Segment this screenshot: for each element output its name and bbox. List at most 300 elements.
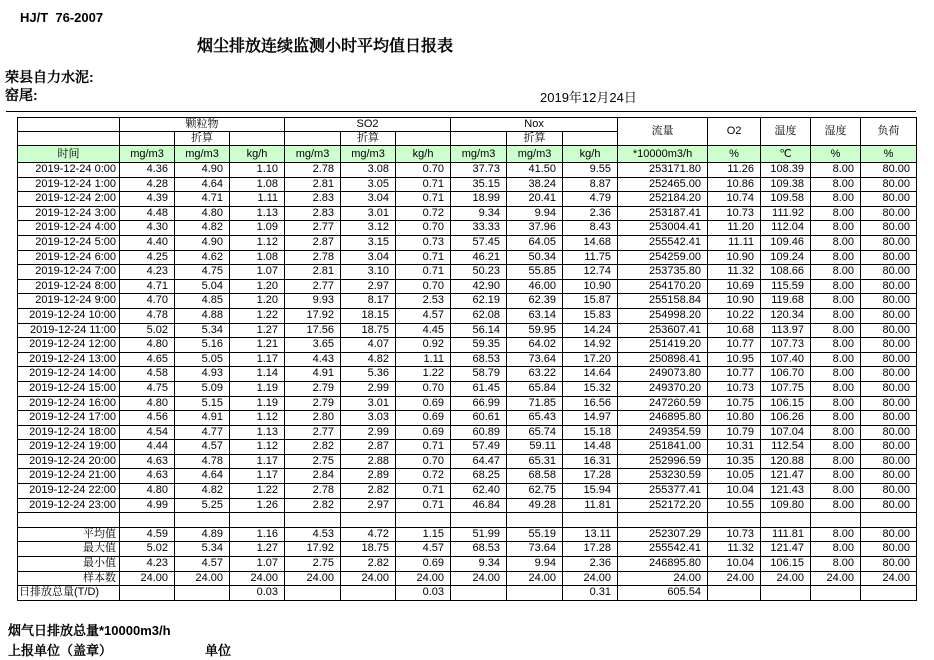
spacer-cell <box>761 513 811 528</box>
value-cell: 65.43 <box>507 411 563 426</box>
data-row <box>18 338 917 353</box>
value-cell: 253230.59 <box>618 469 708 484</box>
value-cell: 4.43 <box>285 352 341 367</box>
value-cell: 1.27 <box>230 323 285 338</box>
value-cell: 107.40 <box>761 352 811 367</box>
value-cell: 1.20 <box>230 279 285 294</box>
value-cell: 106.15 <box>761 396 811 411</box>
value-cell: 80.00 <box>861 454 917 469</box>
value-cell: 14.48 <box>563 440 618 455</box>
value-cell: 107.73 <box>761 338 811 353</box>
summary-value: 24.00 <box>861 571 917 586</box>
header-temperature: 温度 <box>761 118 811 146</box>
value-cell: 18.75 <box>341 323 396 338</box>
value-cell: 0.70 <box>396 279 451 294</box>
value-cell: 255158.84 <box>618 294 708 309</box>
value-cell: 2.81 <box>285 177 341 192</box>
value-cell: 8.00 <box>811 323 861 338</box>
time-cell: 2019-12-24 18:00 <box>18 425 120 440</box>
summary-value: 4.53 <box>285 527 341 542</box>
summary-value: 68.53 <box>451 542 507 557</box>
value-cell: 11.20 <box>708 221 761 236</box>
divider-line <box>6 111 916 112</box>
value-cell: 16.56 <box>563 396 618 411</box>
summary-value: 5.34 <box>175 542 230 557</box>
summary-value: 11.32 <box>708 542 761 557</box>
value-cell: 2.75 <box>285 454 341 469</box>
value-cell: 120.34 <box>761 308 811 323</box>
header-group-so2: SO2 <box>285 118 451 132</box>
value-cell: 2.88 <box>341 454 396 469</box>
value-cell: 2.77 <box>285 425 341 440</box>
value-cell: 254998.20 <box>618 308 708 323</box>
value-cell: 38.24 <box>507 177 563 192</box>
value-cell: 2.79 <box>285 381 341 396</box>
header-spacer-cell <box>18 132 120 146</box>
value-cell: 1.08 <box>230 250 285 265</box>
data-row <box>18 425 917 440</box>
value-cell: 2.97 <box>341 498 396 513</box>
value-cell: 4.71 <box>175 192 230 207</box>
value-cell: 8.00 <box>811 279 861 294</box>
value-cell: 4.90 <box>175 235 230 250</box>
value-cell: 4.30 <box>120 221 175 236</box>
value-cell: 8.00 <box>811 177 861 192</box>
value-cell: 61.45 <box>451 381 507 396</box>
value-cell: 8.00 <box>811 469 861 484</box>
value-cell: 59.35 <box>451 338 507 353</box>
value-cell: 49.28 <box>507 498 563 513</box>
summary-value: 73.64 <box>507 542 563 557</box>
data-row <box>18 265 917 280</box>
summary-value: 4.57 <box>175 557 230 572</box>
value-cell: 4.58 <box>120 367 175 382</box>
value-cell: 4.78 <box>120 308 175 323</box>
value-cell: 4.82 <box>341 352 396 367</box>
value-cell: 0.71 <box>396 440 451 455</box>
value-cell: 8.00 <box>811 425 861 440</box>
value-cell: 246895.80 <box>618 411 708 426</box>
value-cell: 14.64 <box>563 367 618 382</box>
value-cell: 5.05 <box>175 352 230 367</box>
spacer-cell <box>120 513 175 528</box>
header-unit: % <box>708 146 761 163</box>
value-cell: 10.90 <box>708 250 761 265</box>
value-cell: 68.58 <box>507 469 563 484</box>
value-cell: 2.99 <box>341 425 396 440</box>
value-cell: 115.59 <box>761 279 811 294</box>
value-cell: 1.13 <box>230 425 285 440</box>
value-cell: 80.00 <box>861 192 917 207</box>
value-cell: 80.00 <box>861 440 917 455</box>
value-cell: 37.73 <box>451 163 507 178</box>
value-cell: 3.15 <box>341 235 396 250</box>
value-cell: 3.10 <box>341 265 396 280</box>
value-cell: 80.00 <box>861 352 917 367</box>
value-cell: 2.82 <box>341 484 396 499</box>
value-cell: 1.10 <box>230 163 285 178</box>
data-row <box>18 396 917 411</box>
value-cell: 11.26 <box>708 163 761 178</box>
value-cell: 4.45 <box>396 323 451 338</box>
value-cell: 0.92 <box>396 338 451 353</box>
summary-value: 9.34 <box>451 557 507 572</box>
data-row <box>18 323 917 338</box>
value-cell: 8.00 <box>811 396 861 411</box>
summary-value: 4.23 <box>120 557 175 572</box>
summary-value: 55.19 <box>507 527 563 542</box>
value-cell: 3.04 <box>341 192 396 207</box>
value-cell: 33.33 <box>451 221 507 236</box>
value-cell: 2.80 <box>285 411 341 426</box>
value-cell: 1.17 <box>230 469 285 484</box>
value-cell: 3.04 <box>341 250 396 265</box>
data-row <box>18 177 917 192</box>
value-cell: 4.85 <box>175 294 230 309</box>
summary-value: 18.75 <box>341 542 396 557</box>
spacer-cell <box>230 513 285 528</box>
value-cell: 10.74 <box>708 192 761 207</box>
value-cell: 57.45 <box>451 235 507 250</box>
value-cell: 252996.59 <box>618 454 708 469</box>
header-unit: ℃ <box>761 146 811 163</box>
value-cell: 11.75 <box>563 250 618 265</box>
value-cell: 68.53 <box>451 352 507 367</box>
report-date: 2019年12月24日 <box>540 90 637 105</box>
value-cell: 0.71 <box>396 484 451 499</box>
spacer-cell <box>341 513 396 528</box>
spacer-cell <box>285 513 341 528</box>
value-cell: 62.19 <box>451 294 507 309</box>
value-cell: 50.34 <box>507 250 563 265</box>
value-cell: 4.65 <box>120 352 175 367</box>
value-cell: 108.39 <box>761 163 811 178</box>
value-cell: 65.84 <box>507 381 563 396</box>
value-cell: 111.92 <box>761 206 811 221</box>
value-cell: 1.14 <box>230 367 285 382</box>
unit-label: 单位 <box>205 643 232 658</box>
value-cell: 80.00 <box>861 308 917 323</box>
value-cell: 55.85 <box>507 265 563 280</box>
value-cell: 65.31 <box>507 454 563 469</box>
value-cell: 80.00 <box>861 163 917 178</box>
value-cell: 8.00 <box>811 411 861 426</box>
value-cell: 80.00 <box>861 206 917 221</box>
header-unit: kg/h <box>230 146 285 163</box>
data-row <box>18 206 917 221</box>
summary-value: 80.00 <box>861 542 917 557</box>
value-cell: 37.96 <box>507 221 563 236</box>
value-cell: 8.00 <box>811 206 861 221</box>
summary-value: 8.00 <box>811 542 861 557</box>
company-name: 荣县自力水泥: <box>5 69 94 85</box>
value-cell: 2.78 <box>285 163 341 178</box>
summary-value: 24.00 <box>451 571 507 586</box>
value-cell: 2.82 <box>285 440 341 455</box>
value-cell: 9.93 <box>285 294 341 309</box>
summary-value: 24.00 <box>285 571 341 586</box>
header-humidity: 湿度 <box>811 118 861 146</box>
value-cell: 4.80 <box>175 206 230 221</box>
spacer-cell <box>396 513 451 528</box>
data-row <box>18 250 917 265</box>
value-cell: 14.92 <box>563 338 618 353</box>
value-cell: 1.22 <box>230 484 285 499</box>
value-cell: 10.77 <box>708 367 761 382</box>
header-spacer-cell <box>563 132 618 146</box>
value-cell: 1.12 <box>230 411 285 426</box>
value-cell: 1.20 <box>230 294 285 309</box>
value-cell: 2.53 <box>396 294 451 309</box>
value-cell: 60.89 <box>451 425 507 440</box>
value-cell: 4.36 <box>120 163 175 178</box>
value-cell: 1.13 <box>230 206 285 221</box>
value-cell: 2.89 <box>341 469 396 484</box>
summary-row <box>18 542 917 557</box>
value-cell: 252465.00 <box>618 177 708 192</box>
value-cell: 4.57 <box>396 308 451 323</box>
location-name: 窑尾: <box>5 87 38 103</box>
value-cell: 80.00 <box>861 294 917 309</box>
time-cell: 2019-12-24 19:00 <box>18 440 120 455</box>
value-cell: 0.70 <box>396 221 451 236</box>
summary-value: 1.15 <box>396 527 451 542</box>
summary-value: 80.00 <box>861 557 917 572</box>
value-cell: 0.71 <box>396 265 451 280</box>
value-cell: 80.00 <box>861 484 917 499</box>
value-cell: 2.99 <box>341 381 396 396</box>
data-row <box>18 192 917 207</box>
time-cell: 2019-12-24 23:00 <box>18 498 120 513</box>
summary-value: 13.11 <box>563 527 618 542</box>
value-cell: 0.73 <box>396 235 451 250</box>
header-spacer-cell <box>451 132 507 146</box>
table-body <box>18 163 917 601</box>
summary-value: 0.69 <box>396 557 451 572</box>
value-cell: 8.00 <box>811 294 861 309</box>
summary-value: 106.15 <box>761 557 811 572</box>
data-row <box>18 411 917 426</box>
value-cell: 4.78 <box>175 454 230 469</box>
value-cell: 253171.80 <box>618 163 708 178</box>
summary-value <box>341 586 396 601</box>
value-cell: 0.70 <box>396 381 451 396</box>
value-cell: 14.24 <box>563 323 618 338</box>
value-cell: 0.72 <box>396 206 451 221</box>
value-cell: 10.22 <box>708 308 761 323</box>
header-group-nox: Nox <box>451 118 618 132</box>
value-cell: 4.91 <box>285 367 341 382</box>
value-cell: 1.11 <box>396 352 451 367</box>
value-cell: 80.00 <box>861 396 917 411</box>
time-cell: 2019-12-24 16:00 <box>18 396 120 411</box>
value-cell: 80.00 <box>861 221 917 236</box>
header-flow: 流量 <box>618 118 708 146</box>
value-cell: 1.19 <box>230 396 285 411</box>
value-cell: 11.11 <box>708 235 761 250</box>
value-cell: 4.71 <box>120 279 175 294</box>
summary-value: 4.59 <box>120 527 175 542</box>
value-cell: 65.74 <box>507 425 563 440</box>
value-cell: 4.25 <box>120 250 175 265</box>
time-cell: 2019-12-24 21:00 <box>18 469 120 484</box>
summary-value <box>861 586 917 601</box>
value-cell: 4.99 <box>120 498 175 513</box>
value-cell: 80.00 <box>861 250 917 265</box>
value-cell: 4.79 <box>563 192 618 207</box>
header-unit: mg/m3 <box>120 146 175 163</box>
value-cell: 109.46 <box>761 235 811 250</box>
value-cell: 80.00 <box>861 265 917 280</box>
data-row <box>18 279 917 294</box>
value-cell: 64.47 <box>451 454 507 469</box>
value-cell: 62.40 <box>451 484 507 499</box>
summary-value: 255542.41 <box>618 542 708 557</box>
value-cell: 112.04 <box>761 221 811 236</box>
value-cell: 5.25 <box>175 498 230 513</box>
summary-value: 111.81 <box>761 527 811 542</box>
value-cell: 73.64 <box>507 352 563 367</box>
summary-value: 0.31 <box>563 586 618 601</box>
value-cell: 107.04 <box>761 425 811 440</box>
value-cell: 4.82 <box>175 221 230 236</box>
value-cell: 10.05 <box>708 469 761 484</box>
spacer-cell <box>708 513 761 528</box>
value-cell: 4.07 <box>341 338 396 353</box>
value-cell: 9.55 <box>563 163 618 178</box>
value-cell: 10.90 <box>563 279 618 294</box>
value-cell: 59.11 <box>507 440 563 455</box>
value-cell: 71.85 <box>507 396 563 411</box>
summary-label: 平均值 <box>18 527 120 542</box>
value-cell: 10.68 <box>708 323 761 338</box>
value-cell: 109.24 <box>761 250 811 265</box>
value-cell: 249370.20 <box>618 381 708 396</box>
header-unit: kg/h <box>396 146 451 163</box>
value-cell: 250898.41 <box>618 352 708 367</box>
value-cell: 15.83 <box>563 308 618 323</box>
value-cell: 8.00 <box>811 265 861 280</box>
value-cell: 8.43 <box>563 221 618 236</box>
value-cell: 252172.20 <box>618 498 708 513</box>
value-cell: 56.14 <box>451 323 507 338</box>
value-cell: 1.21 <box>230 338 285 353</box>
header-unit: mg/m3 <box>507 146 563 163</box>
value-cell: 8.00 <box>811 221 861 236</box>
value-cell: 10.69 <box>708 279 761 294</box>
value-cell: 2.78 <box>285 484 341 499</box>
value-cell: 62.75 <box>507 484 563 499</box>
summary-value: 24.00 <box>175 571 230 586</box>
value-cell: 0.72 <box>396 469 451 484</box>
value-cell: 1.19 <box>230 381 285 396</box>
data-row <box>18 484 917 499</box>
value-cell: 15.18 <box>563 425 618 440</box>
value-cell: 1.22 <box>396 367 451 382</box>
summary-value: 8.00 <box>811 527 861 542</box>
value-cell: 63.14 <box>507 308 563 323</box>
summary-value: 17.92 <box>285 542 341 557</box>
value-cell: 106.70 <box>761 367 811 382</box>
value-cell: 4.82 <box>175 484 230 499</box>
value-cell: 108.66 <box>761 265 811 280</box>
time-cell: 2019-12-24 6:00 <box>18 250 120 265</box>
value-cell: 3.65 <box>285 338 341 353</box>
header-unit: *10000m3/h <box>618 146 708 163</box>
value-cell: 4.80 <box>120 338 175 353</box>
value-cell: 8.00 <box>811 235 861 250</box>
data-row <box>18 235 917 250</box>
summary-value: 80.00 <box>861 527 917 542</box>
value-cell: 62.08 <box>451 308 507 323</box>
value-cell: 80.00 <box>861 381 917 396</box>
value-cell: 17.92 <box>285 308 341 323</box>
doc-code: HJ/T 76-2007 <box>20 10 104 25</box>
value-cell: 80.00 <box>861 411 917 426</box>
time-cell: 2019-12-24 15:00 <box>18 381 120 396</box>
value-cell: 10.77 <box>708 338 761 353</box>
value-cell: 5.09 <box>175 381 230 396</box>
summary-value: 17.28 <box>563 542 618 557</box>
value-cell: 63.22 <box>507 367 563 382</box>
value-cell: 4.39 <box>120 192 175 207</box>
value-cell: 10.04 <box>708 484 761 499</box>
value-cell: 1.08 <box>230 177 285 192</box>
summary-row <box>18 557 917 572</box>
value-cell: 2.78 <box>285 250 341 265</box>
summary-value: 2.75 <box>285 557 341 572</box>
value-cell: 4.90 <box>175 163 230 178</box>
data-row <box>18 294 917 309</box>
summary-value: 9.94 <box>507 557 563 572</box>
header-spacer-cell <box>285 132 341 146</box>
header-converted-label: 折算 <box>341 132 396 146</box>
value-cell: 11.32 <box>708 265 761 280</box>
summary-value: 0.03 <box>396 586 451 601</box>
value-cell: 46.84 <box>451 498 507 513</box>
data-row <box>18 221 917 236</box>
value-cell: 14.97 <box>563 411 618 426</box>
value-cell: 17.56 <box>285 323 341 338</box>
value-cell: 10.79 <box>708 425 761 440</box>
value-cell: 121.43 <box>761 484 811 499</box>
value-cell: 80.00 <box>861 279 917 294</box>
value-cell: 8.00 <box>811 338 861 353</box>
time-cell: 2019-12-24 11:00 <box>18 323 120 338</box>
value-cell: 0.69 <box>396 425 451 440</box>
value-cell: 20.41 <box>507 192 563 207</box>
value-cell: 50.23 <box>451 265 507 280</box>
header-unit: % <box>861 146 917 163</box>
summary-value: 10.04 <box>708 557 761 572</box>
value-cell: 17.20 <box>563 352 618 367</box>
value-cell: 4.28 <box>120 177 175 192</box>
value-cell: 2.36 <box>563 206 618 221</box>
value-cell: 10.86 <box>708 177 761 192</box>
value-cell: 112.54 <box>761 440 811 455</box>
value-cell: 109.38 <box>761 177 811 192</box>
value-cell: 253735.80 <box>618 265 708 280</box>
value-cell: 8.17 <box>341 294 396 309</box>
header-unit: mg/m3 <box>175 146 230 163</box>
value-cell: 3.03 <box>341 411 396 426</box>
header-converted-label: 折算 <box>507 132 563 146</box>
value-cell: 5.36 <box>341 367 396 382</box>
summary-value <box>120 586 175 601</box>
value-cell: 113.97 <box>761 323 811 338</box>
value-cell: 253004.41 <box>618 221 708 236</box>
value-cell: 2.82 <box>285 498 341 513</box>
